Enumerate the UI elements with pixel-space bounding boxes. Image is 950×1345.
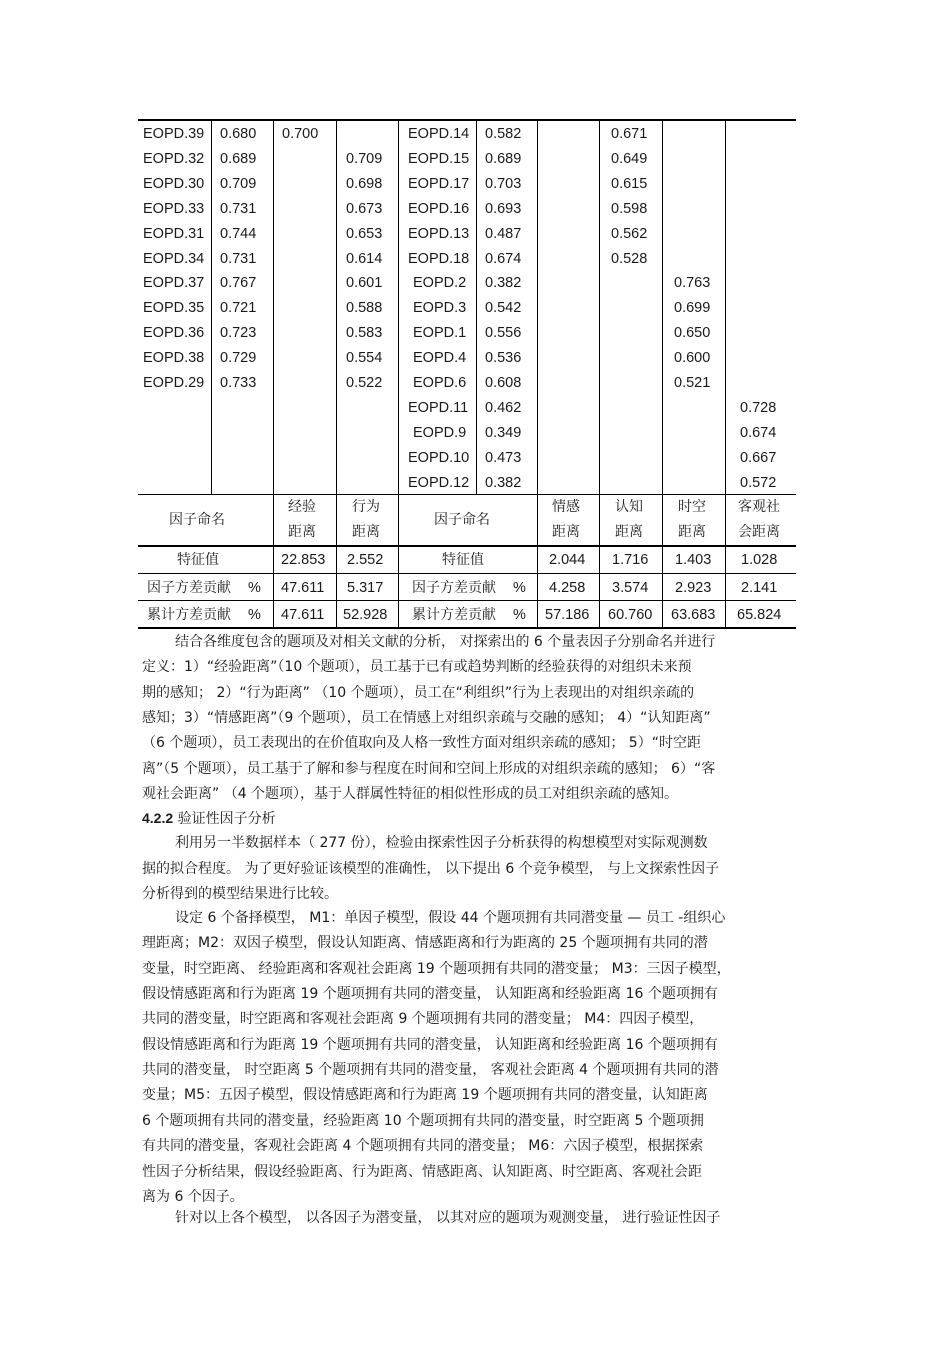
item-label: EOPD.15 <box>408 151 470 167</box>
item-label: EOPD.36 <box>143 325 205 341</box>
item-communality: 0.721 <box>220 300 257 316</box>
loading-social: 0.572 <box>740 475 777 491</box>
text-line: 变量，时空距离、 经验距离和客观社会距离 19 个题项拥有共同的潜变量； M3：三因子模型， <box>142 961 731 977</box>
factor-header-spacetime-2: 距离 <box>678 524 706 540</box>
cum-value: 63.683 <box>671 607 716 623</box>
item-communality: 0.689 <box>220 151 257 167</box>
item-communality: 0.693 <box>485 201 522 217</box>
col-sep <box>476 121 477 495</box>
loading-cognition: 0.562 <box>611 226 648 242</box>
cum-value: 52.928 <box>343 607 388 623</box>
item-label: EOPD.10 <box>408 450 470 466</box>
text-line: 期的感知； 2）“行为距离” （10 个题项），员工在“利组织”行为上表现出的对组织亲疏的 <box>142 685 695 701</box>
item-label: EOPD.11 <box>408 400 469 416</box>
loading-cognition: 0.598 <box>611 201 648 217</box>
pct-sign: % <box>248 580 261 596</box>
table-eigen-rule <box>138 545 796 547</box>
loading-social: 0.674 <box>740 425 777 441</box>
section-heading <box>142 810 276 827</box>
loading-spacetime: 0.650 <box>674 325 711 341</box>
loading-spacetime: 0.521 <box>674 375 711 391</box>
item-communality: 0.382 <box>485 475 522 491</box>
factor-name-label-right: 因子命名 <box>434 512 490 528</box>
factor-header-experience-1: 经验 <box>288 499 316 515</box>
item-label: EOPD.32 <box>143 151 205 167</box>
loading-behavior: 0.653 <box>346 226 383 242</box>
var-value: 5.317 <box>347 580 384 596</box>
loading-spacetime: 0.763 <box>674 275 711 291</box>
factor-header-behavior-2: 距离 <box>352 524 380 540</box>
text-line: 离”（5 个题项），员工基于了解和参与程度在时间和空间上形成的对组织亲疏的感知； 6）“客 <box>142 761 716 777</box>
col-sep <box>398 121 399 628</box>
item-communality: 0.536 <box>485 350 522 366</box>
text-line: 假设情感距离和行为距离 19 个题项拥有共同的潜变量， 认知距离和经验距离 16 个题项拥有 <box>142 986 718 1002</box>
text-line: 假设情感距离和行为距离 19 个题项拥有共同的潜变量， 认知距离和经验距离 16 个题项拥有 <box>142 1037 718 1053</box>
loading-social: 0.728 <box>740 400 777 416</box>
eigen-value: 1.403 <box>675 552 712 568</box>
col-sep <box>725 121 726 628</box>
item-label: EOPD.9 <box>413 425 467 441</box>
loading-cognition: 0.528 <box>611 251 648 267</box>
item-label: EOPD.39 <box>143 126 205 142</box>
text-line: 分析得到的模型结果进行比较。 <box>142 886 338 902</box>
item-label: EOPD.30 <box>143 176 205 192</box>
eigen-label-left: 特征值 <box>177 552 219 568</box>
eigen-value: 2.044 <box>549 552 586 568</box>
item-communality: 0.674 <box>485 251 522 267</box>
item-label: EOPD.38 <box>143 350 205 366</box>
text-line: 结合各维度包含的题项及对相关文献的分析， 对探索出的 6 个量表因子分别命名并进行 <box>175 634 716 650</box>
cum-value: 60.760 <box>608 607 653 623</box>
text-line: 感知；3）“情感距离”（9 个题项），员工在情感上对组织亲疏与交融的感知； 4）“认知距离” <box>142 710 711 726</box>
pct-sign: % <box>513 580 526 596</box>
factor-header-spacetime-1: 时空 <box>678 499 706 515</box>
item-label: EOPD.13 <box>408 226 470 242</box>
loading-experience: 0.700 <box>282 126 319 142</box>
table-var-rule <box>138 573 796 574</box>
item-communality: 0.582 <box>485 126 522 142</box>
item-label: EOPD.6 <box>413 375 467 391</box>
factor-header-emotion-2: 距离 <box>552 524 580 540</box>
text-line: 利用另一半数据样本（ 277 份），检验由探索性因子分析获得的构想模型对实际观测数 <box>175 835 708 851</box>
text-line: 针对以上各个模型， 以各因子为潜变量， 以其对应的题项为观测变量， 进行验证性因子 <box>175 1210 721 1226</box>
factor-header-social-2: 会距离 <box>738 524 780 540</box>
var-value: 4.258 <box>549 580 586 596</box>
item-label: EOPD.18 <box>408 251 470 267</box>
item-label: EOPD.16 <box>408 201 470 217</box>
item-label: EOPD.2 <box>413 275 467 291</box>
text-line: 有共同的潜变量，客观社会距离 4 个题项拥有共同的潜变量； M6：六因子模型，根据探索 <box>142 1138 704 1154</box>
item-communality: 0.709 <box>220 176 257 192</box>
loading-cognition: 0.615 <box>611 176 648 192</box>
var-label-left: 因子方差贡献 <box>147 580 231 596</box>
var-value: 3.574 <box>612 580 649 596</box>
eigen-label-right: 特征值 <box>442 552 484 568</box>
loading-spacetime: 0.600 <box>674 350 711 366</box>
item-communality: 0.733 <box>220 375 257 391</box>
section-number: 4.2.2 <box>142 810 174 826</box>
var-value: 47.611 <box>281 580 325 596</box>
loading-behavior: 0.522 <box>346 375 383 391</box>
loading-spacetime: 0.699 <box>674 300 711 316</box>
factor-header-experience-2: 距离 <box>288 524 316 540</box>
item-communality: 0.382 <box>485 275 522 291</box>
col-sep <box>599 121 600 628</box>
loading-behavior: 0.698 <box>346 176 383 192</box>
loading-social: 0.667 <box>740 450 777 466</box>
item-communality: 0.487 <box>485 226 522 242</box>
item-label: EOPD.4 <box>413 350 467 366</box>
item-communality: 0.473 <box>485 450 522 466</box>
text-line: 离为 6 个因子。 <box>142 1189 244 1205</box>
item-label: EOPD.37 <box>143 275 205 291</box>
item-communality: 0.462 <box>485 400 522 416</box>
item-label: EOPD.33 <box>143 201 205 217</box>
table-bottom-rule <box>138 627 796 629</box>
text-line: 理距离；M2：双因子模型，假设认知距离、情感距离和行为距离的 25 个题项拥有共同的潜 <box>142 935 708 951</box>
item-communality: 0.729 <box>220 350 257 366</box>
item-communality: 0.542 <box>485 300 522 316</box>
item-communality: 0.703 <box>485 176 522 192</box>
cum-label-right: 累计方差贡献 <box>412 607 496 623</box>
table-top-rule <box>138 119 796 121</box>
loading-cognition: 0.649 <box>611 151 648 167</box>
cum-value: 57.186 <box>545 607 590 623</box>
table-header-rule <box>138 494 796 495</box>
factor-header-cognition-2: 距离 <box>615 524 643 540</box>
item-communality: 0.731 <box>220 201 257 217</box>
item-label: EOPD.14 <box>408 126 470 142</box>
section-title: 验证性因子分析 <box>177 811 276 827</box>
item-communality: 0.723 <box>220 325 257 341</box>
loading-behavior: 0.583 <box>346 325 383 341</box>
item-label: EOPD.17 <box>408 176 470 192</box>
var-label-right: 因子方差贡献 <box>412 580 496 596</box>
eigen-value: 1.028 <box>741 552 778 568</box>
eigen-value: 2.552 <box>347 552 384 568</box>
col-sep <box>336 121 337 628</box>
factor-name-label-left: 因子命名 <box>169 512 225 528</box>
loading-behavior: 0.673 <box>346 201 383 217</box>
item-communality: 0.556 <box>485 325 522 341</box>
item-communality: 0.349 <box>485 425 522 441</box>
factor-header-cognition-1: 认知 <box>615 499 643 515</box>
item-label: EOPD.31 <box>143 226 205 242</box>
item-label: EOPD.34 <box>143 251 205 267</box>
text-line: 变量；M5：五因子模型，假设情感距离和行为距离 19 个题项拥有共同的潜变量，认知距离 <box>142 1087 708 1103</box>
item-communality: 0.731 <box>220 251 257 267</box>
text-line: 定义：1）“经验距离”（10 个题项），员工基于已有或趋势判断的经验获得的对组织未来预 <box>142 659 692 675</box>
loading-behavior: 0.554 <box>346 350 383 366</box>
factor-loading-table <box>0 0 950 630</box>
loading-behavior: 0.601 <box>346 275 383 291</box>
var-value: 2.141 <box>741 580 778 596</box>
eigen-value: 1.716 <box>612 552 649 568</box>
item-label: EOPD.35 <box>143 300 205 316</box>
pct-sign: % <box>248 607 261 623</box>
factor-header-behavior-1: 行为 <box>352 499 380 515</box>
col-sep <box>273 121 274 628</box>
loading-behavior: 0.614 <box>346 251 383 267</box>
factor-header-emotion-1: 情感 <box>552 499 580 515</box>
item-label: EOPD.12 <box>408 475 470 491</box>
item-communality: 0.767 <box>220 275 257 291</box>
factor-header-social-1: 客观社 <box>738 499 780 515</box>
pct-sign: % <box>513 607 526 623</box>
loading-behavior: 0.588 <box>346 300 383 316</box>
item-communality: 0.608 <box>485 375 522 391</box>
item-communality: 0.680 <box>220 126 257 142</box>
cum-value: 65.824 <box>737 607 782 623</box>
cum-value: 47.611 <box>281 607 325 623</box>
item-communality: 0.689 <box>485 151 522 167</box>
table-cum-rule <box>138 600 796 601</box>
item-label: EOPD.1 <box>413 325 467 341</box>
col-sep <box>662 121 663 628</box>
var-value: 2.923 <box>675 580 712 596</box>
loading-behavior: 0.709 <box>346 151 383 167</box>
loading-cognition: 0.671 <box>611 126 648 142</box>
item-label: EOPD.3 <box>413 300 467 316</box>
col-sep <box>211 121 212 495</box>
text-line: （6 个题项），员工表现出的在价值取向及人格一致性方面对组织亲疏的感知； 5）“时空距 <box>142 735 701 751</box>
col-sep <box>537 121 538 628</box>
text-line: 6 个题项拥有共同的潜变量，经验距离 10 个题项拥有共同的潜变量，时空距离 5 个题项拥 <box>142 1113 704 1129</box>
item-label: EOPD.29 <box>143 375 205 391</box>
eigen-value: 22.853 <box>281 552 326 568</box>
text-line: 共同的潜变量， 时空距离 5 个题项拥有共同的潜变量， 客观社会距离 4 个题项拥有共同的潜 <box>142 1062 719 1078</box>
text-line: 性因子分析结果，假设经验距离、行为距离、情感距离、认知距离、时空距离、客观社会距 <box>142 1164 702 1180</box>
text-line: 观社会距离” （4 个题项），基于人群属性特征的相似性形成的员工对组织亲疏的感知。 <box>142 786 679 802</box>
item-communality: 0.744 <box>220 226 257 242</box>
text-line: 据的拟合程度。 为了更好验证该模型的准确性， 以下提出 6 个竞争模型， 与上文探索性因子 <box>142 861 720 877</box>
text-line: 设定 6 个备择模型， M1：单因子模型，假设 44 个题项拥有共同潜变量 — 员工 -组织心 <box>175 910 726 926</box>
cum-label-left: 累计方差贡献 <box>147 607 231 623</box>
text-line: 共同的潜变量，时空距离和客观社会距离 9 个题项拥有共同的潜变量； M4：四因子模型， <box>142 1011 704 1027</box>
